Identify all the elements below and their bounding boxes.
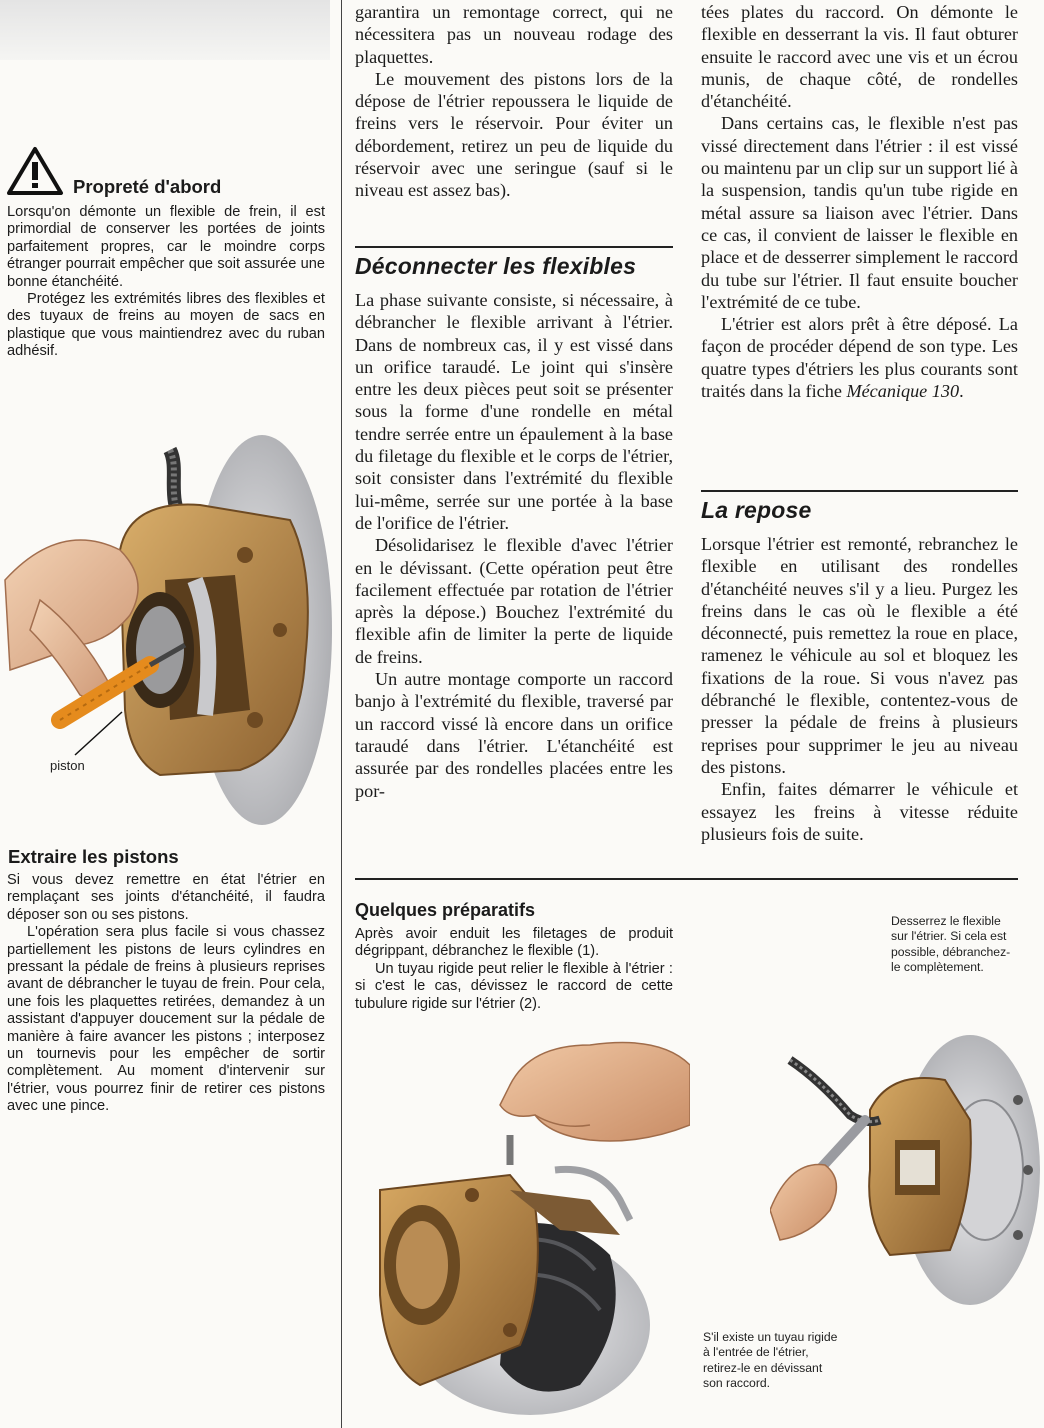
body-paragraph: Le mouvement des pistons lors de la dépose de l'étrier repoussera le liquide de freins vers le réservoir. Pour éviter un débordement, retirez un peu de liquide du réservoir avec une seringue (sauf si le niveau est assez bas). (355, 68, 673, 201)
body-paragraph: tées plates du raccord. On démonte le flexible en desserrant la vis. Il faut obturer ensuite le raccord avec une vis et un écrou munis, de chaque côté, de rondelles d'étanchéité. (701, 2, 1018, 112)
heading-rule (701, 490, 1018, 492)
body-paragraph (701, 313, 1018, 402)
warning-title: Propreté d'abord (73, 176, 222, 197)
body-paragraph: Enfin, faites démarrer le véhicule et essayez les freins à vitesse réduite plusieurs fois de suite. (701, 779, 1018, 844)
piston-label: piston (50, 758, 85, 773)
body-paragraph: Si vous devez remettre en état l'étrier en remplaçant ses joints d'étanchéité, il faudra déposer son ou ses pistons. (7, 872, 325, 923)
reference-mecanique: Mécanique 130 (846, 381, 960, 402)
body-paragraph: garantira un remontage correct, qui ne nécessitera pas un nouveau rodage des plaquettes. (355, 2, 673, 67)
body-text: L'étrier est alors prêt à être déposé. La façon de procéder dépend de son type. Les quatre types d'étriers les plus courants sont traités dans la fiche (701, 314, 1018, 402)
heading-rule (355, 246, 673, 248)
quelques-preparatifs-title: Quelques préparatifs (355, 900, 536, 920)
caption-desserrez: Desserrez le flexible sur l'étrier. Si cela est possible, débranchez-le complètement. (891, 914, 1011, 974)
section-extraire-title: Extraire les pistons (8, 846, 179, 867)
middle-section-text (355, 289, 673, 802)
heading-la-repose: La repose (701, 497, 812, 523)
right-top-text (701, 1, 1018, 402)
body-paragraph: La phase suivante consiste, si nécessaire, à débrancher le flexible arrivant à l'étrier. Dans de nombreux cas, il y est vissé dans un orifice taraudé. Le joint qui s'insère entre les deux pièces peut soit se présenter sous la forme d'une rondelle en métal tendre serrée entre un épaulement à la base du filetage du flexible et le corps de l'étrier, soit consister dans l'extrémité du flexible lui-même, serrée sur une portée à la base de l'orifice de l'étrier. (355, 290, 673, 533)
right-section-text (701, 533, 1018, 845)
warning-icon (6, 146, 64, 196)
body-paragraph: Désolidarisez le flexible d'avec l'étrier en le dévissant. (Cette opération peut être facilement effectuée par rotation de l'étrier après la dépose.) Bouchez l'extrémité du flexible afin de limiter la perte de liquide de freins. (355, 535, 673, 667)
body-paragraph: Après avoir enduit les filetages de produit dégrippant, débranchez le flexible (1). (355, 926, 673, 960)
caption-tuyau-rigide: S'il existe un tuyau rigide à l'entrée de l'étrier, retirez-le en dévissant son raccord. (703, 1330, 838, 1390)
body-paragraph: Un autre montage comporte un raccord banjo à l'extrémité du flexible, traversé par un raccord vissé là encore dans un orifice taraudé dans l'étrier. L'étanchéité est assurée par des rondelles placées entre les por- (355, 669, 673, 801)
body-paragraph: L'opération sera plus facile si vous chassez partiellement les pistons de leurs cylindres en pressant la pédale de freins à plusieurs reprises avant de débrancher le tuyau de frein. Pour cela, une fois les plaquettes retirées, demandez à un assistant d'appuyer doucement sur la pédale de manière à faire avancer les pistons ; interposez un tournevis pour les empêcher de sortir complètement. Au moment d'intervenir sur l'étrier, vous pourrez finir de retirer ces pistons avec une pince. (7, 924, 325, 1115)
warning-paragraph: Lorsqu'on démonte un flexible de frein, il est primordial de conserver les portées de joints parfaitement propres, car le moindre corps étranger pourrait empêcher que soit assurée une bonne étanchéité. (7, 204, 325, 290)
column-divider (341, 0, 342, 1428)
body-text: . (959, 381, 964, 402)
warning-text (7, 204, 325, 361)
bottom-section-rule (355, 878, 1018, 880)
illustration-disconnect-hose (360, 1025, 690, 1420)
warning-paragraph: Protégez les extrémités libres des flexibles et des tuyaux de freins au moyen de sacs en plastique que vous maintiendrez avec du ruban adhésif. (7, 291, 325, 360)
middle-top-text (355, 1, 673, 202)
body-paragraph: Un tuyau rigide peut relier le flexible à l'étrier : si c'est le cas, dévissez le raccord de cette tubulure rigide sur l'étrier (2). (355, 960, 673, 1012)
quelques-preparatifs-text (355, 926, 673, 1013)
heading-deconnecter: Déconnecter les flexibles (355, 253, 637, 279)
illustration-wrench-caliper (770, 1020, 1040, 1310)
page-header-strip (0, 0, 330, 60)
body-paragraph: Lorsque l'étrier est remonté, rebranchez le flexible en utilisant des rondelles d'étanchéité neuves s'il y a lieu. Purgez les freins dans le cas où le flexible a été déconnecté, puis remettez la roue en place, ramenez le véhicule au sol et bloquez les fixations de la roue. Si vous n'avez pas débranché le flexible, contentez-vous de presser la pédale de freins à plusieurs reprises pour supprimer le jeu au niveau des pistons. (701, 534, 1018, 777)
body-paragraph: Dans certains cas, le flexible n'est pas vissé directement dans l'étrier : il est vissé ou maintenu par un clip sur un support lié à la suspension, tandis qu'un tube rigide en métal assure sa liaison avec l'étrier. Dans ce cas, il convient de laisser le flexible en place et de desserrer simplement le raccord du tube sur l'étrier. Il faut ensuite boucher l'extrémité de ce tube. (701, 113, 1018, 312)
section-extraire-text (7, 872, 325, 1116)
